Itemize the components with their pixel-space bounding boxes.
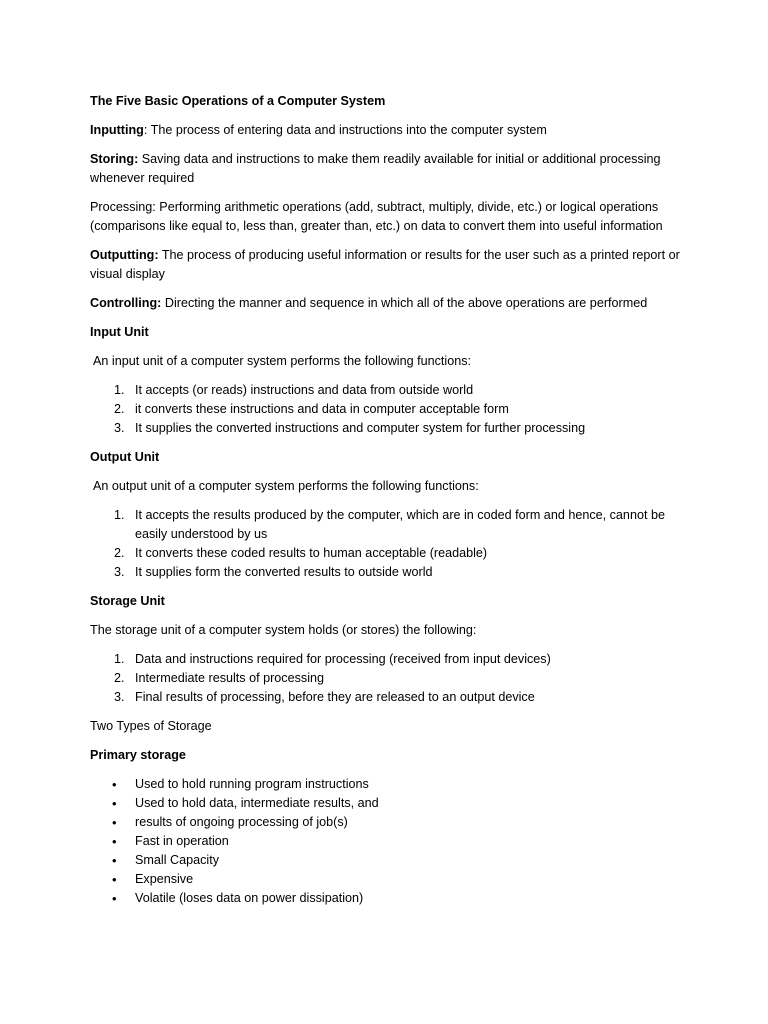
document-title: The Five Basic Operations of a Computer System bbox=[90, 94, 386, 108]
operation-storing bbox=[90, 150, 680, 188]
list-item: 2. it converts these instructions and data in computer acceptable form bbox=[114, 402, 509, 416]
document-body bbox=[90, 92, 680, 918]
list-item: 3. It supplies the converted instructions and computer system for further processing bbox=[114, 421, 586, 435]
list-item: • Used to hold data, intermediate results, and bbox=[112, 796, 379, 811]
bullet-icon: • bbox=[112, 834, 117, 849]
bullet-icon: • bbox=[112, 777, 117, 792]
operation-term: Controlling: bbox=[90, 296, 162, 310]
operation-term: Storing: bbox=[90, 152, 139, 166]
list-item: 2. Intermediate results of processing bbox=[114, 671, 324, 685]
input-unit-list bbox=[90, 381, 680, 438]
list-item: 3. It supplies form the converted results to outside world bbox=[114, 565, 433, 579]
output-unit-list bbox=[90, 506, 680, 582]
output-unit-intro: An output unit of a computer system performs the following functions: bbox=[93, 479, 479, 493]
storage-unit-list bbox=[90, 650, 680, 707]
primary-storage-heading: Primary storage bbox=[90, 748, 186, 762]
operation-processing bbox=[90, 198, 680, 236]
operation-text: Processing: Performing arithmetic operations (add, subtract, multiply, divide, etc.) or logical operations (comparisons like equal to, less than, greater than, etc.) on data to convert them into useful information bbox=[90, 200, 663, 233]
list-item: • Used to hold running program instructions bbox=[112, 777, 369, 792]
operation-controlling bbox=[90, 294, 680, 313]
list-item: 1. Data and instructions required for processing (received from input devices) bbox=[114, 652, 551, 666]
storage-unit-heading: Storage Unit bbox=[90, 594, 165, 608]
list-item: 2. It converts these coded results to human acceptable (readable) bbox=[114, 546, 488, 560]
list-item: • Fast in operation bbox=[112, 834, 229, 849]
bullet-icon: • bbox=[112, 853, 117, 868]
input-unit-heading: Input Unit bbox=[90, 325, 149, 339]
list-item: • Expensive bbox=[112, 872, 194, 887]
list-item: • Volatile (loses data on power dissipation) bbox=[112, 891, 364, 906]
operation-term: Outputting: bbox=[90, 248, 159, 262]
input-unit-intro: An input unit of a computer system performs the following functions: bbox=[93, 354, 471, 368]
operation-text: Directing the manner and sequence in which all of the above operations are performed bbox=[161, 296, 648, 310]
list-item: 3. Final results of processing, before they are released to an output device bbox=[114, 690, 535, 704]
output-unit-heading: Output Unit bbox=[90, 450, 160, 464]
bullet-icon: • bbox=[112, 796, 117, 811]
storage-unit-intro: The storage unit of a computer system holds (or stores) the following: bbox=[90, 623, 477, 637]
list-item: • Small Capacity bbox=[112, 853, 219, 868]
storage-types-label: Two Types of Storage bbox=[90, 719, 212, 733]
bullet-icon: • bbox=[112, 891, 117, 906]
operation-outputting bbox=[90, 246, 680, 284]
primary-storage-list bbox=[90, 775, 680, 908]
list-item: 1. It accepts (or reads) instructions and data from outside world bbox=[114, 383, 474, 397]
list-item: • results of ongoing processing of job(s) bbox=[112, 815, 348, 830]
operation-text: The process of entering data and instructions into the computer system bbox=[147, 123, 547, 137]
list-item: 1. It accepts the results produced by the computer, which are in coded form and hence, cannot be easily understood by us bbox=[114, 508, 665, 541]
operation-text: Saving data and instructions to make them readily available for initial or additional processing whenever required bbox=[90, 152, 661, 185]
bullet-icon: • bbox=[112, 815, 117, 830]
operation-text: The process of producing useful information or results for the user such as a printed report or visual display bbox=[90, 248, 680, 281]
bullet-icon: • bbox=[112, 872, 117, 887]
operation-inputting: Inputting: The process of entering data and instructions into the computer system bbox=[90, 123, 547, 137]
operation-term: Inputting bbox=[90, 123, 144, 137]
